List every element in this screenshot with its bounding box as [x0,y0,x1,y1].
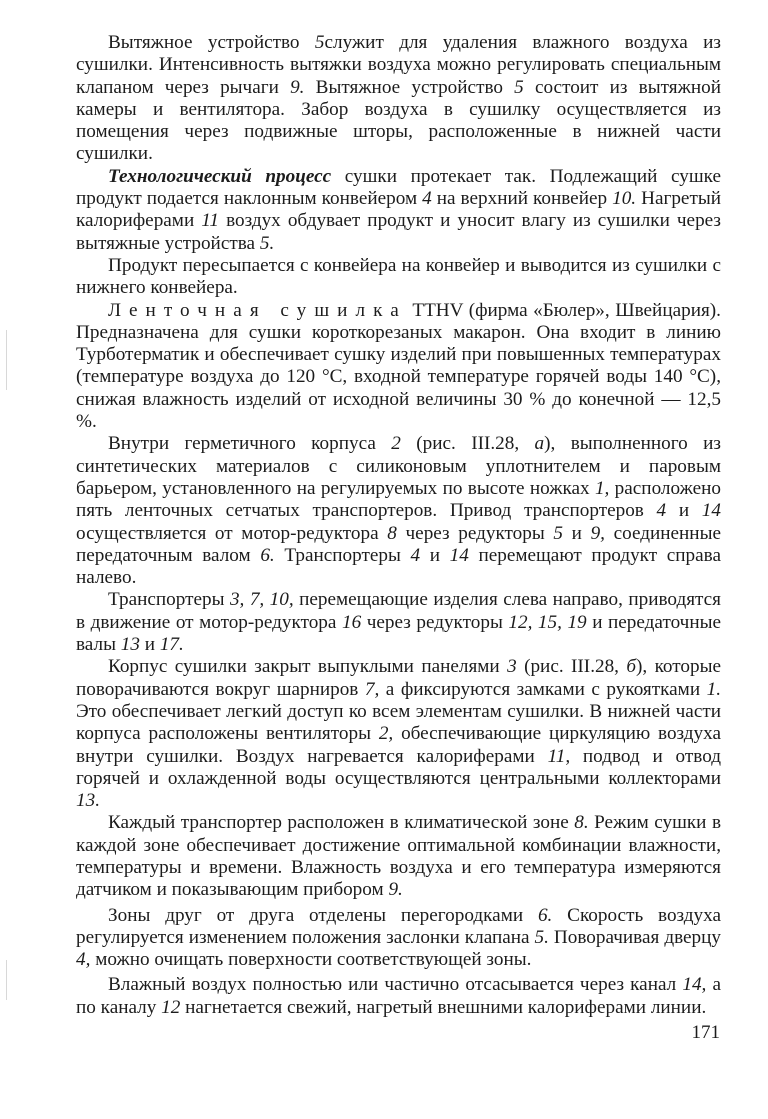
scan-edge-mark [6,330,7,390]
figure-ref: 6. [537,904,553,926]
spaced-heading: Ленточная сушилка [108,299,407,321]
figure-ref: 3 [507,656,517,678]
page-number: 171 [691,1022,720,1043]
paragraph [76,433,721,589]
text-run: Каждый транспортер расположен в климатической зоне [108,812,575,834]
figure-ref: 11, [547,745,571,767]
paragraph [76,32,721,166]
paragraph [76,905,721,972]
term-emphasis: Технологический процесс [108,165,332,187]
text-run: обеспечивающие циркуляцию воздуха внутри сушилки. Воздух нагревается калориферами [76,723,721,767]
text-run: (рис. III.28, [400,433,535,455]
text-run: Скорость воздуха регулируется изменением положения заслонки клапана [76,904,722,948]
text-run: Продукт пересыпается с конвейера на конвейер и выводится из сушилки с нижнего конвейера. [76,254,721,299]
text-run: Транспортеры [274,544,411,566]
figure-ref: 5 [314,32,325,53]
text-run: Вытяжное устройство [304,76,515,98]
text-run: и [666,500,702,522]
figure-ref: 16 [341,611,362,633]
text-run: и [420,544,450,566]
figure-ref: 5. [534,926,549,948]
figure-ref: 6. [260,544,275,566]
text-run: и [139,634,160,656]
figure-ref: 13. [76,790,100,812]
figure-ref: 4, [76,949,91,971]
text-run: Это обеспечивает легкий доступ ко всем элементам сушилки. В нижней части корпуса расположены вентиляторы [76,700,721,745]
page-body [76,32,721,1019]
text-run: перемещающие изделия слева направо, приводятся в движение от мотор-редуктора [76,589,721,633]
text-run: и передаточные валы [76,611,722,656]
text-run: перемещают продукт справа налево. [76,544,721,589]
paragraph [76,255,721,300]
text-run: сушки протекает так. Подлежащий сушке продукт подается наклонным конвейером [76,165,722,210]
figure-ref: 8 [387,522,397,544]
figure-ref: 17. [159,634,184,656]
text-run: Зоны друг от друга отделены перегородками [108,904,538,926]
text-run: через редукторы [396,522,554,544]
text-run: состоит из вытяжной камеры и вентилятора. Забор воздуха в сушилку осуществляется из помещения через подвижные шторы, расположенные в нижней части сушилки. [76,76,721,165]
figure-ref: 5 [553,522,563,544]
scan-edge-mark [6,960,7,1000]
figure-ref: 14 [449,544,469,566]
figure-ref: 11 [201,210,220,232]
paragraph [76,166,721,255]
text-run: можно очищать поверхности соответствующей зоны. [90,949,532,971]
text-run: Внутри герметичного корпуса [108,433,392,455]
figure-ref: 13 [120,634,140,656]
figure-ref: б [626,656,637,678]
figure-ref: 7, [364,678,380,700]
figure-ref: 4 [656,500,667,522]
figure-ref: а [534,433,545,455]
paragraph [76,974,721,1019]
paragraph [76,589,721,656]
figure-ref: 9. [290,76,305,98]
figure-ref: 1. [706,678,721,700]
text-run: Корпус сушилки закрыт выпуклыми панелями [108,656,508,678]
figure-ref: 12 [161,996,181,1018]
figure-ref: 9, [590,522,605,544]
text-run: а фиксируются замками с рукоятками [379,678,707,700]
text-run: воздух обдувает продукт и уносит влагу из сушилки через вытяжные устройства [76,210,721,254]
text-run: а по каналу [76,974,721,1018]
figure-ref: 2 [391,433,401,455]
text-run: через редукторы [361,611,509,633]
figure-ref: 14, [682,974,707,996]
text-run: TTHV (фирма «Бюлер», Швейцария). Предназначена для сушки короткорезаных макарон. Она входит в линию Турботерматик и обеспечивает сушку изделий при повышенных температурах (температуре воздуха до 120 °С, входной температуре горячей воды 140 °С), снижая влажность изделий от исходной величины 30 % до конечной — 12,5 %. [76,299,721,433]
figure-ref: 10. [612,188,637,210]
text-run: расположено пять ленточных сетчатых транспортеров. Привод транспортеров [76,477,721,522]
text-run: Режим сушки в каждой зоне обеспечивает достижение оптимальной комбинации влажности, температуры и времени. Влажность воздуха и его температура измеряются датчиком и показывающим прибором [76,812,721,901]
text-run: соединенные передаточным валом [76,522,721,566]
text-run: осуществляется от мотор-редуктора [76,522,388,544]
figure-ref: 3, 7, 10, [229,589,294,611]
paragraph [76,300,721,434]
figure-ref: 5 [514,76,524,98]
paragraph [76,812,721,901]
text-run: Влажный воздух полностью или частично отсасывается через канал [108,974,683,996]
figure-ref: 1, [594,477,610,499]
text-run: служит для удаления влажного воздуха из сушилки. Интенсивность вытяжки воздуха можно регулировать специальным клапаном через рычаги [76,32,721,98]
figure-ref: 4 [410,544,421,566]
text-run: Нагретый калориферами [76,188,721,232]
text-run: на верхний конвейер [431,188,613,210]
text-run: (рис. III.28, [516,656,627,678]
text-run: Поворачивая дверцу [548,926,721,948]
figure-ref: 5. [259,232,275,254]
text-run: ), выполненного из синтетических материалов с силиконовым уплотнителем и паровым барьером, установленного на регулируемых по высоте ножках [76,433,721,499]
figure-ref: 8. [574,812,589,834]
figure-ref: 9. [388,879,403,901]
figure-ref: 2, [378,723,394,745]
text-run: Вытяжное устройство [108,32,315,53]
text-run: нагнетается свежий, нагретый внешними калориферами линии. [180,996,707,1018]
text-run: подвод и отвод горячей и охлажденной воды осуществляются центральными коллекторами [76,745,722,789]
text-run: Транспортеры [108,589,230,611]
figure-ref: 12, 15, 19 [508,611,587,633]
figure-ref: 4 [422,188,432,210]
paragraph [76,656,721,812]
text-run: и [563,522,591,544]
text-run: ), которые поворачиваются вокруг шарниров [76,656,722,700]
figure-ref: 14 [701,500,721,522]
